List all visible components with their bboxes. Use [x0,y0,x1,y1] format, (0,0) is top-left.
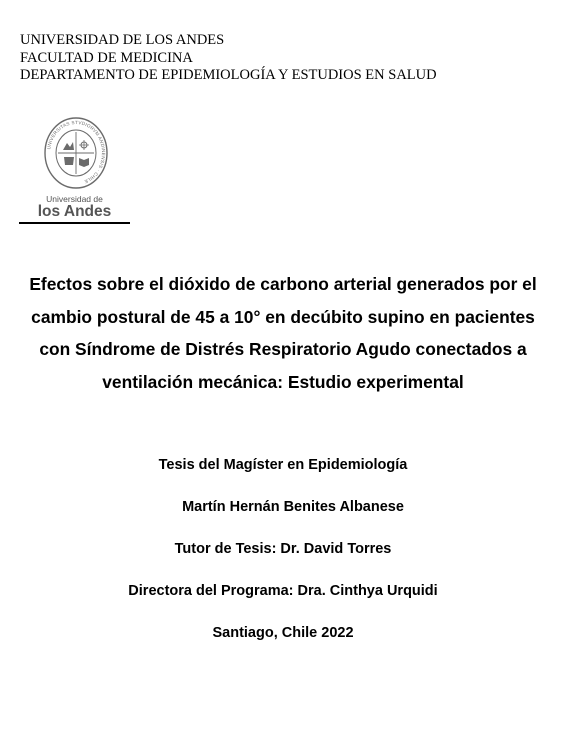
thesis-title-line-1: Efectos sobre el dióxido de carbono arterial generados por el [29,274,537,294]
thesis-title-line-4: ventilación mecánica: Estudio experimental [102,371,464,392]
logo-underline [19,222,130,224]
thesis-title-line-2: cambio postural de 45 a 10° en decúbito supino en pacientes [31,306,535,327]
seal-text: UNIVERSITAS STVDIORVM ANDINENSIS · CHILE [46,119,107,185]
program-director: Directora del Programa: Dra. Cinthya Urquidi [128,583,438,599]
department-name: DEPARTAMENTO DE EPIDEMIOLOGÍA Y ESTUDIOS EN SALUD [20,67,437,83]
author-name: Martín Hernán Benites Albanese [182,499,404,515]
university-name: UNIVERSIDAD DE LOS ANDES [20,32,225,48]
thesis-title [10,268,556,398]
logo-small-text: Universidad de [46,194,103,204]
thesis-title-line-3: con Síndrome de Distrés Respiratorio Agudo conectados a [39,339,527,359]
faculty-name: FACULTAD DE MEDICINA [20,49,193,66]
thesis-tutor: Tutor de Tesis: Dr. David Torres [174,541,392,557]
university-seal-icon [44,116,108,190]
degree-line: Tesis del Magíster en Epidemiología [158,457,408,473]
logo-wordmark: los Andes [37,203,112,220]
place-and-date: Santiago, Chile 2022 [212,625,354,641]
university-logo [19,112,130,225]
institution-header [20,32,437,85]
